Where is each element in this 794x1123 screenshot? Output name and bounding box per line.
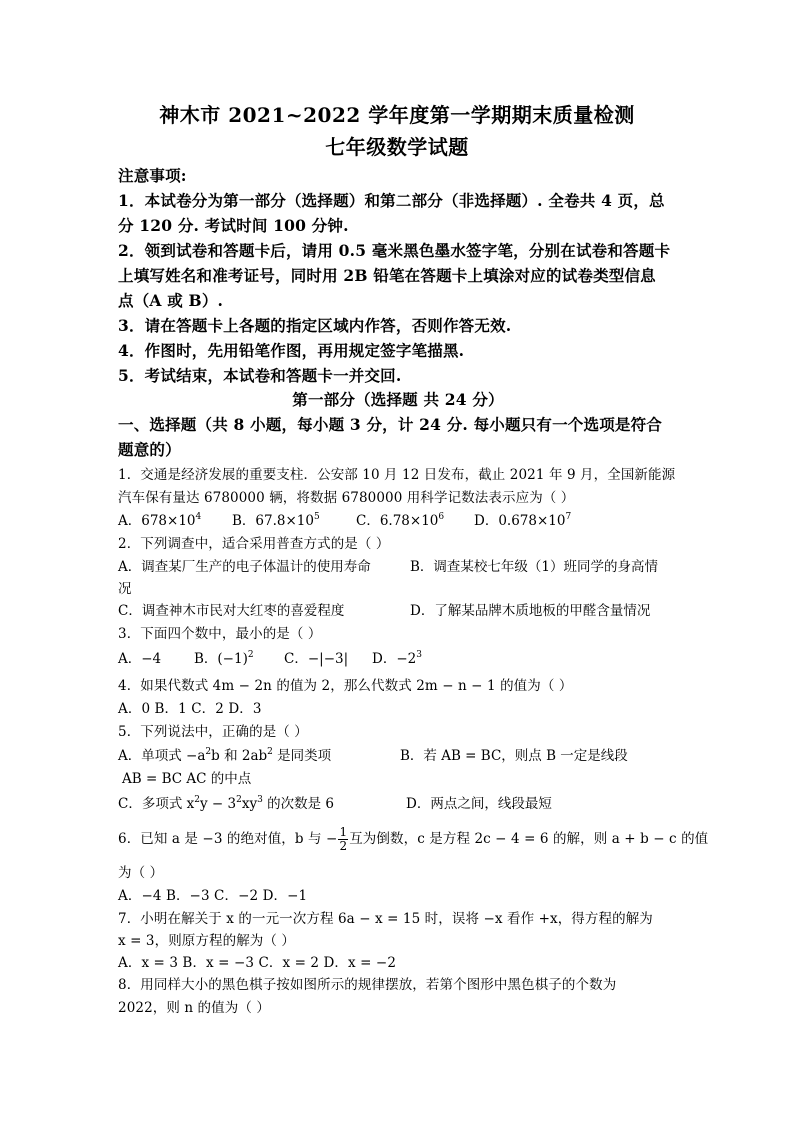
q3-option-c: C．−|−3| (284, 651, 349, 667)
q4-options: A．0 B．1 C．2 D．3 (118, 701, 262, 717)
q2-option-d: D．了解某品牌木质地板的甲醛含量情况 (410, 603, 651, 619)
notice-line: 4．作图时，先用铅笔作图，再用规定签字笔描黑. (118, 341, 465, 360)
q1-option-d: D．$0.678\times 10^7$ (474, 512, 572, 529)
q1-option-b: B．$67.8\times 10^5$ (232, 512, 320, 529)
notice-line: 上填写姓名和准考证号，同时用 2B 铅笔在答题卡上填涂对应的试卷类型信息 (118, 266, 656, 285)
question-6-text-cont: 为（ ） (118, 865, 164, 881)
q1-option-c: C．$6.78\times 10^6$ (356, 512, 445, 529)
notice-line: 分 120 分. 考试时间 100 分钟. (118, 216, 349, 235)
q2-option-a: A．调查某厂生产的电子体温计的使用寿命 (118, 559, 371, 575)
question-8-text: 8．用同样大小的黑色棋子按如图所示的规律摆放，若第个图形中黑色棋子的个数为 (118, 977, 617, 993)
q3-option-d: D．$-2^3$ (372, 650, 422, 667)
question-2-text: 2．下列调查中，适合采用普查方式的是（ ） (118, 536, 390, 552)
q5-option-b: B．若 AB = BC，则点 B 一定是线段 (400, 748, 628, 764)
q5-option-b-cont: AB = BC AC 的中点 (122, 771, 252, 787)
q2-option-c: C．调查神木市民对大红枣的喜爱程度 (118, 603, 345, 619)
notice-line: 点（A 或 B）. (118, 291, 224, 310)
exam-subtitle: 七年级数学试题 (325, 135, 469, 159)
question-3-text: 3．下面四个数中，最小的是（ ） (118, 626, 322, 642)
q3-option-b: B．$(-1)^2$ (194, 650, 254, 667)
q2-option-b: B．调查某校七年级（1）班同学的身高情 (410, 559, 659, 575)
question-8-text-cont: 2022，则 n 的值为（ ） (118, 1000, 270, 1016)
notice-line: 2．领到试卷和答题卡后，请用 0.5 毫米黑色墨水签字笔，分别在试卷和答题卡 (118, 241, 671, 260)
q2-option-b-cont: 况 (118, 581, 132, 597)
q5-option-a: A．单项式 $-a^2b$ 和 $2ab^2$ 是同类项 (118, 747, 332, 764)
notice-line: 3．请在答题卡上各题的指定区域内作答，否则作答无效. (118, 316, 512, 335)
question-4-text: 4．如果代数式 4m − 2n 的值为 2，那么代数式 2m − n − 1 的值为（ ） (118, 678, 573, 694)
section-heading-cont: 题意的） (118, 440, 181, 459)
exam-title: 神木市 2021~2022 学年度第一学期期末质量检测 (159, 103, 635, 127)
q3-option-a: A．−4 (118, 651, 162, 667)
part1-heading: 第一部分（选择题 共 24 分） (292, 390, 504, 409)
q6-options: A．−4 B．−3 C．−2 D．−1 (118, 888, 308, 904)
question-6-text: 6．已知 a 是 −3 的绝对值，b 与 − $\frac{1}{2}$ 互为倒数，c 是方程 2c − 4 = 6 的解，则 a + b − c 的值 (118, 825, 709, 853)
question-5-text: 5．下列说法中，正确的是（ ） (118, 724, 308, 740)
q7-options: A．x = 3 B．x = −3 C．x = 2 D．x = −2 (118, 955, 397, 971)
section-heading: 一、选择题（共 8 小题，每小题 3 分，计 24 分. 每小题只有一个选项是符合 (118, 415, 663, 434)
notice-heading: 注意事项: (118, 166, 187, 185)
question-7-text: 7．小明在解关于 x 的一元一次方程 6a − x = 15 时，误将 −x 看作 +x，得方程的解为 (118, 911, 653, 927)
q5-option-c: C．多项式 $x^2y - 3^2xy^3$ 的次数是 6 (118, 795, 334, 812)
q5-option-d: D．两点之间，线段最短 (406, 796, 552, 812)
q1-option-a: A．$678\times 10^4$ (118, 512, 202, 529)
question-1-text-cont: 汽车保有量达 6780000 辆，将数据 6780000 用科学记数法表示应为（ ） (118, 490, 575, 506)
notice-line: 5．考试结束，本试卷和答题卡一并交回. (118, 366, 402, 385)
question-1-text: 1．交通是经济发展的重要支柱．公安部 10 月 12 日发布，截止 2021 年 9 月，全国新能源 (118, 467, 676, 483)
notice-line: 1．本试卷分为第一部分（选择题）和第二部分（非选择题）. 全卷共 4 页，总 (118, 191, 665, 210)
fraction: $\frac{1}{2}$ (339, 825, 348, 853)
question-7-text-cont: x = 3，则原方程的解为（ ） (118, 933, 295, 949)
